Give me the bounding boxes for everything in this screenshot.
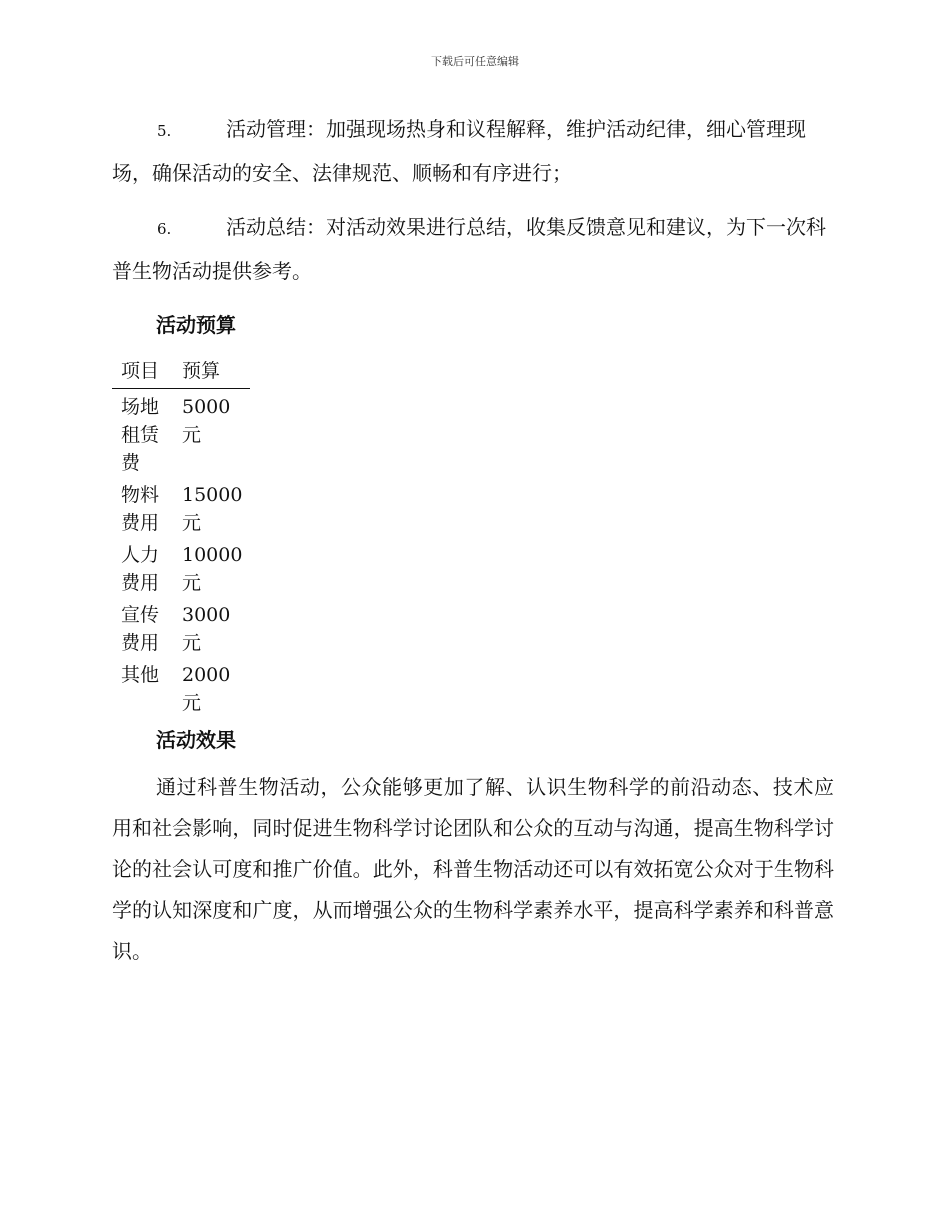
list-item-text: 活动管理：加强现场热身和议程解释，维护活动纪律，细心管理现场，确保活动的安全、法律规范、顺畅和有序进行； (112, 117, 806, 185)
table-row (112, 657, 250, 717)
budget-table (112, 356, 250, 717)
budget-amount-cell: 15000元 (182, 484, 243, 534)
budget-item-cell: 宣传费用 (121, 604, 160, 654)
table-row (112, 537, 250, 597)
page-header: 下载后可任意编辑 (431, 55, 519, 68)
budget-item-cell: 其他 (121, 664, 160, 686)
budget-amount-cell: 5000元 (182, 396, 231, 446)
table-row (112, 597, 250, 657)
list-item-text: 活动总结：对活动效果进行总结，收集反馈意见和建议，为下一次科普生物活动提供参考。 (112, 215, 826, 283)
budget-item-cell: 人力费用 (121, 544, 160, 594)
budget-item-cell: 物料费用 (121, 484, 160, 534)
budget-amount-cell: 3000元 (182, 604, 231, 654)
effect-paragraph: 通过科普生物活动，公众能够更加了解、认识生物科学的前沿动态、技术应用和社会影响，同时促进生物科学讨论团队和公众的互动与沟通，提高生物科学讨论的社会认可度和推广价值。此外，科普生物活动还可以有效拓宽公众对于生物科学的认知深度和广度，从而增强公众的生物科学素养水平，提高科学素养和科普意识。 (112, 775, 834, 963)
list-item-step-6 (112, 206, 834, 292)
budget-item-cell: 场地租赁费 (121, 396, 160, 474)
list-number: 5. (157, 122, 172, 140)
column-header-item: 项目 (112, 356, 173, 389)
table-row (112, 477, 250, 537)
budget-section-title: 活动预算 (156, 313, 236, 337)
effect-section-title: 活动效果 (156, 728, 236, 752)
table-row (112, 389, 250, 478)
budget-amount-cell: 10000元 (182, 544, 243, 594)
document-body (112, 108, 834, 972)
table-header-row (112, 356, 250, 389)
column-header-budget: 预算 (173, 356, 250, 389)
list-number: 6. (157, 220, 172, 238)
list-item-step-5 (112, 108, 834, 194)
budget-amount-cell: 2000元 (182, 664, 231, 714)
